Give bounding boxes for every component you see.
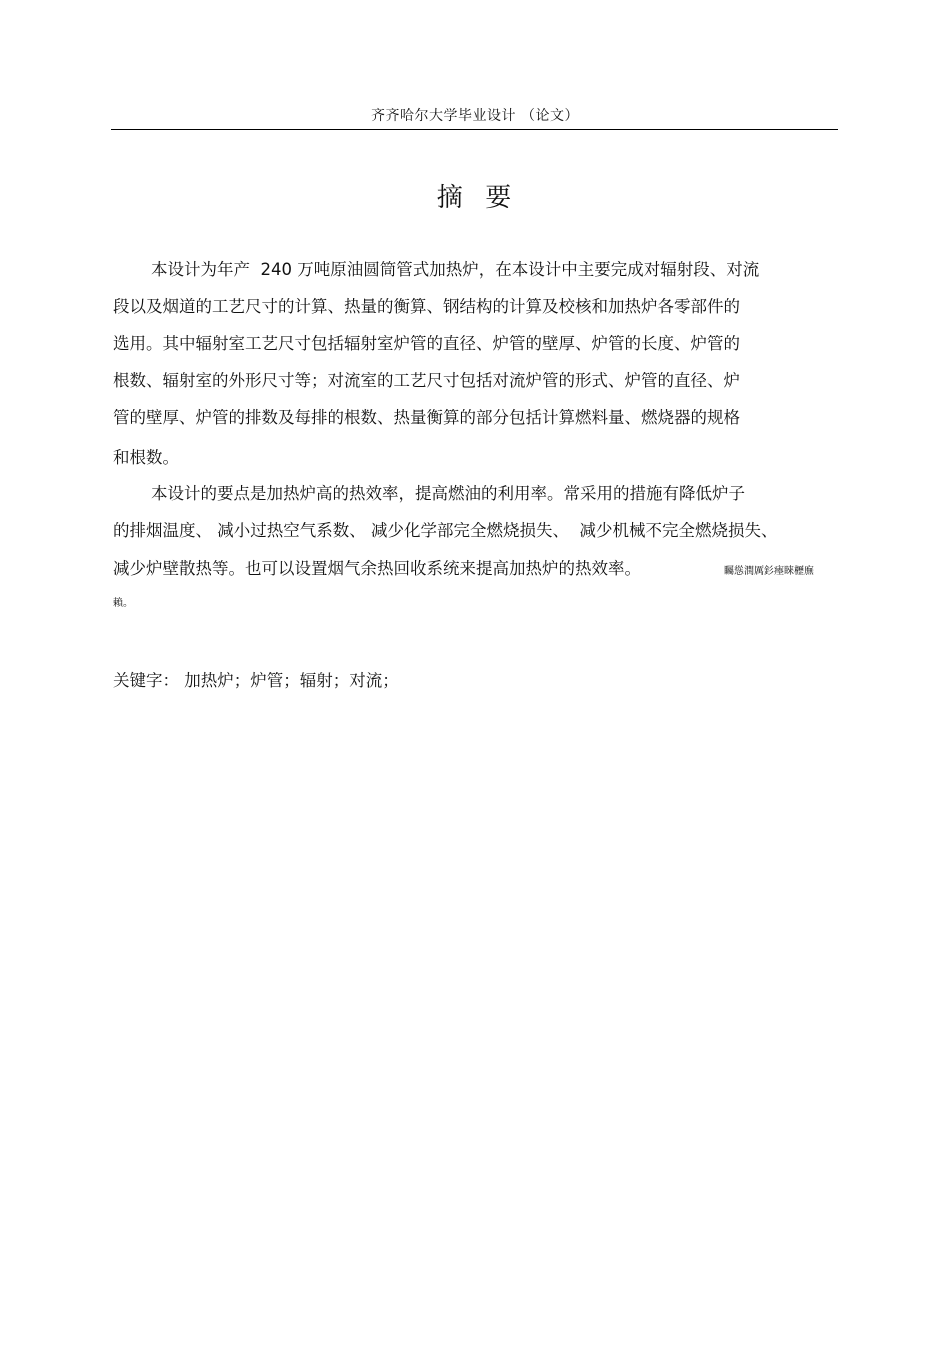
- paragraph1-line-3: 选用。其中辐射室工艺尺寸包括辐射室炉管的直径、炉管的壁厚、炉管的长度、炉管的: [113, 334, 740, 353]
- paragraph2-line-1: 本设计的要点是加热炉高的热效率，提高燃油的利用率。常采用的措施有降低炉子: [151, 484, 745, 503]
- garbled-watermark-wrap: 賴。: [113, 598, 133, 609]
- keywords-line: 关键字： 加热炉；炉管；辐射；对流；: [113, 671, 399, 690]
- paragraph1-line-4: 根数、辐射室的外形尺寸等；对流室的工艺尺寸包括对流炉管的形式、炉管的直径、炉: [113, 371, 740, 390]
- page-header: 齐齐哈尔大学毕业设计 （论文）: [371, 108, 579, 124]
- paragraph2-line-2: 的排烟温度、 减小过热空气系数、 减少化学部完全燃烧损失、 减少机械不完全燃烧损失、: [113, 521, 778, 540]
- paragraph1-line-6: 和根数。: [113, 448, 179, 467]
- paragraph2-line-3: 减少炉壁散热等。也可以设置烟气余热回收系统来提高加热炉的热效率。: [113, 559, 641, 578]
- paragraph1-line-2: 段以及烟道的工艺尺寸的计算、热量的衡算、钢结构的计算及校核和加热炉各零部件的: [113, 297, 740, 316]
- garbled-watermark-text: 矚慫潤厲釤瘞睞櫪廡: [724, 566, 814, 577]
- header-divider: [111, 129, 838, 130]
- paragraph1-line-5: 管的壁厚、炉管的排数及每排的根数、热量衡算的部分包括计算燃料量、燃烧器的规格: [113, 408, 740, 427]
- paragraph1-line-1: 本设计为年产 240 万吨原油圆筒管式加热炉，在本设计中主要完成对辐射段、对流: [151, 260, 760, 279]
- abstract-title: 摘 要: [436, 183, 514, 213]
